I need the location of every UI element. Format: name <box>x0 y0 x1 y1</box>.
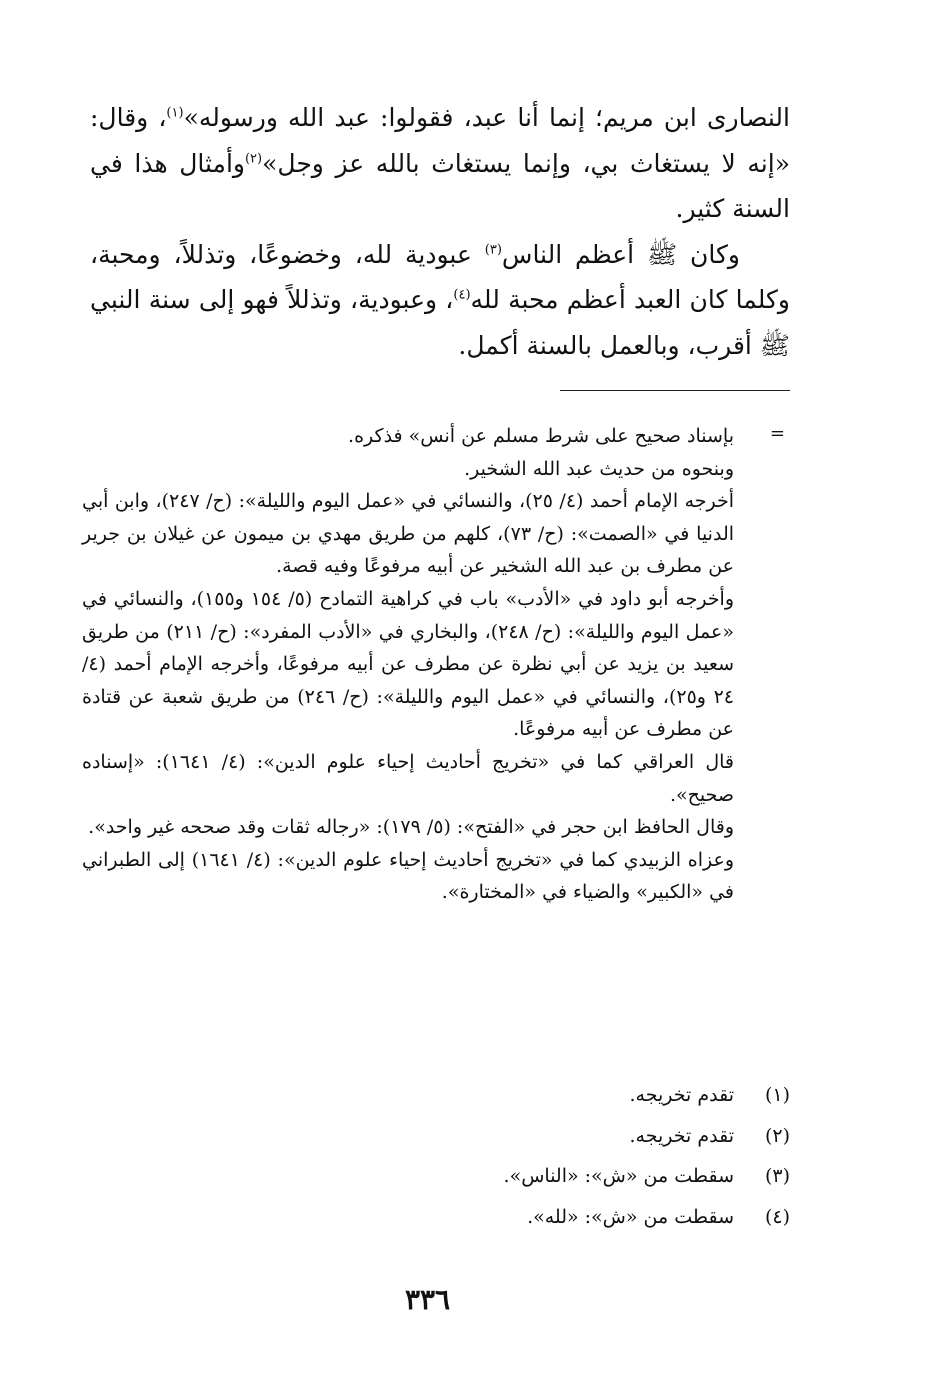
continuation-mark: = <box>769 423 785 444</box>
main-text-segment: وكان ﷺ أعظم الناس <box>501 239 740 269</box>
footnote-item <box>130 1125 790 1166</box>
continued-footnote <box>82 420 734 909</box>
footnote-text: تقدم تخريجه. <box>629 1084 734 1106</box>
page-number: ٣٣٦ <box>404 1283 451 1316</box>
note-paragraph: قال العراقي كما في «تخريج أحاديث إحياء علوم الدين»: (٤/ ١٦٤١): «إسناده صحيح». <box>82 750 734 806</box>
footnote-ref: (١) <box>166 105 184 121</box>
note-line: بإسناد صحيح على شرط مسلم عن أنس» فذكره. <box>348 425 734 447</box>
footnote-item <box>130 1206 790 1247</box>
note-paragraph: وعزاه الزبيدي كما في «تخريج أحاديث إحياء علوم الدين»: (٤/ ١٦٤١) إلى الطبراني في «الكبير» والضياء في «المختارة». <box>82 848 734 904</box>
footnote-ref: (٣) <box>484 242 502 258</box>
note-paragraph: أخرجه الإمام أحمد (٤/ ٢٥)، والنسائي في «عمل اليوم والليلة»: (ح/ ٢٤٧)، وابن أبي الدنيا في «الصمت»: (ح/ ٧٣)، كلهم من طريق مهدي بن ميمون عن غيلان بن جرير عن مطرف بن عبد الله الشخير عن أبيه مرفوعًا وفيه قصة. <box>82 490 735 578</box>
note-paragraph: وقال الحافظ ابن حجر في «الفتح»: (٥/ ١٧٩): «رجاله ثقات وقد صححه غير واحد». <box>88 816 734 839</box>
note-line: وبنحوه من حديث عبد الله الشخير. <box>464 457 734 480</box>
footnote-item <box>130 1084 790 1125</box>
footnote-text: تقدم تخريجه. <box>629 1124 734 1147</box>
footnote-number: (١) <box>764 1084 790 1106</box>
note-paragraph: وأخرجه أبو داود في «الأدب» باب في كراهية التمادح (٥/ ١٥٤ و١٥٥)، والنسائي في «عمل اليوم والليلة»: (ح/ ٢٤٨)، والبخاري في «الأدب المفرد»: (ح/ ٢١١) من طريق سعيد بن يزيد عن أبي نظرة عن مطرف عن أبيه مرفوعًا، وأخرجه الإمام أحمد (٤/ ٢٤ و٢٥)، والنسائي في «عمل اليوم والليلة»: (ح/ ٢٤٦) من طريق شعبة عن قتادة عن مطرف عن أبيه مرفوعًا. <box>82 587 734 741</box>
main-text-segment: النصارى ابن مريم؛ إنما أنا عبد، فقولوا: عبد الله ورسوله» <box>183 103 790 132</box>
footnote-list <box>130 1084 790 1246</box>
footnote-number: (٤) <box>764 1205 790 1228</box>
footnote-separator <box>560 390 790 391</box>
main-text-segment: ، وقال: «إنه لا يستغاث بي، وإنما يستغاث بالله عز وجل» <box>90 103 791 178</box>
footnote-ref: (٤) <box>453 287 471 303</box>
main-paragraph-2 <box>90 232 790 369</box>
footnote-text: سقطت من «ش»: «الناس». <box>503 1165 734 1187</box>
main-text <box>90 95 790 368</box>
footnote-text: سقطت من «ش»: «لله». <box>527 1205 734 1228</box>
main-text-segment: وأمثال هذا في السنة كثير. <box>90 148 790 223</box>
footnote-number: (٢) <box>764 1124 790 1147</box>
footnote-ref: (٢) <box>244 151 263 167</box>
main-text-segment: عبودية لله، وخضوعًا، وتذللاً، ومحبة، وكلما كان العبد أعظم محبة لله <box>90 239 790 314</box>
main-paragraph-1 <box>90 95 790 232</box>
footnote-item <box>130 1165 790 1206</box>
footnote-number: (٣) <box>764 1165 790 1187</box>
main-text-segment: ، وعبودية، وتذللاً فهو إلى سنة النبي ﷺ أقرب، وبالعمل بالسنة أكمل. <box>90 285 790 360</box>
